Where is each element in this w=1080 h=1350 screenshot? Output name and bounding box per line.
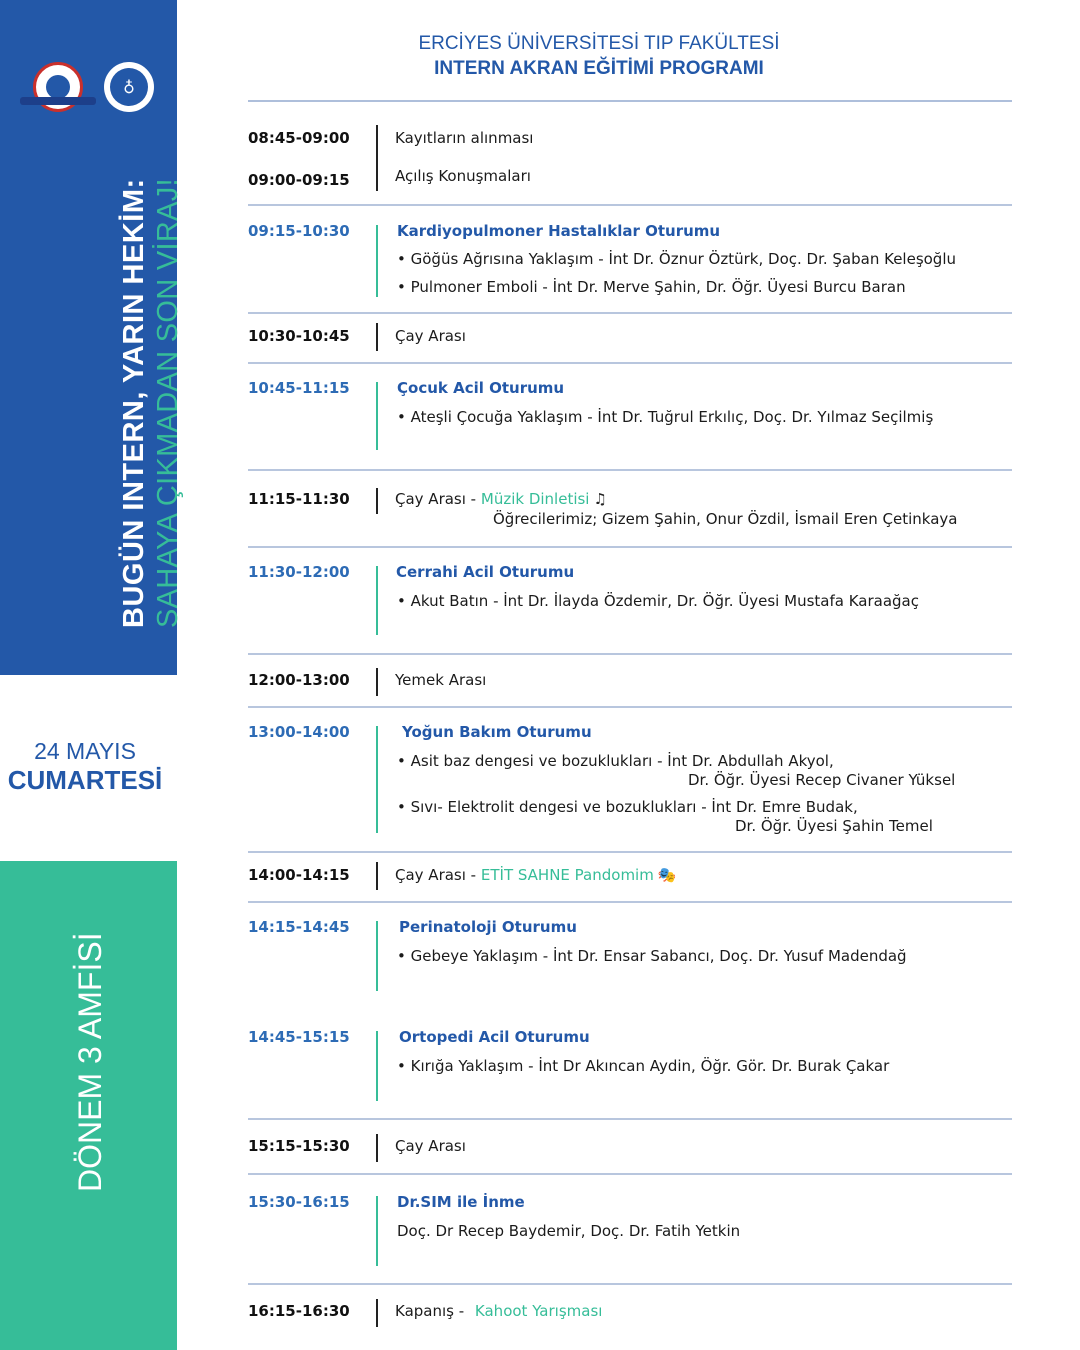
erciyes-university-logo (33, 62, 83, 112)
row-divider (248, 851, 1012, 853)
program-title: INTERN AKRAN EĞİTİMİ PROGRAMI (434, 58, 764, 79)
break-label: Çay Arası - (395, 490, 481, 508)
session-title: Cerrahi Acil Oturumu (396, 563, 575, 581)
session-title: Ortopedi Acil Oturumu (399, 1028, 590, 1046)
theater-masks-icon: 🎭 (657, 866, 677, 884)
row-separator-bar (376, 1299, 378, 1327)
session-item: • Gebeye Yaklaşım - İnt Dr. Ensar Sabancı, Doç. Dr. Yusuf Madendağ (397, 947, 907, 965)
alumni-emblem-icon: ♁ (110, 68, 148, 106)
session-item: • Akut Batın - İnt Dr. İlayda Özdemir, Dr. Öğr. Üyesi Mustafa Karaağaç (397, 592, 919, 610)
session-bar (376, 382, 378, 450)
session-title: Dr.SIM ile İnme (397, 1193, 525, 1211)
music-note-icon: ♫ (593, 490, 607, 508)
slogan-light: SAHAYA ÇIKMADAN SON VİRAJ! (152, 178, 184, 628)
faculty-title: ERCİYES ÜNİVERSİTESİ TIP FAKÜLTESİ (418, 33, 780, 54)
row-divider (248, 312, 1012, 314)
time-slot: 14:15-14:45 (248, 918, 350, 936)
session-bar (376, 566, 378, 635)
session-item: • Ateşli Çocuğa Yaklaşım - İnt Dr. Tuğrul Erkılıç, Doç. Dr. Yılmaz Seçilmiş (397, 408, 934, 426)
slogan-bold: BUGÜN INTERN, YARIN HEKİM: (118, 178, 150, 628)
session-item: • Sıvı- Elektrolit dengesi ve bozuklukları - İnt Dr. Emre Budak, (397, 798, 858, 816)
row-divider (248, 204, 1012, 206)
time-slot: 10:45-11:15 (248, 379, 350, 397)
row-separator-bar (376, 1134, 378, 1162)
pantomime-highlight: ETİT SAHNE Pandomim (480, 866, 654, 884)
time-slot: 10:30-10:45 (248, 327, 350, 345)
logo-ribbon-icon (20, 97, 96, 105)
session-item: • Kırığa Yaklaşım - İnt Dr Akıncan Aydin, Öğr. Gör. Dr. Burak Çakar (397, 1057, 890, 1075)
row-divider (248, 1118, 1012, 1120)
session-title: Perinatoloji Oturumu (399, 918, 577, 936)
opening-text: Açılış Konuşmaları (395, 167, 531, 185)
session-bar (376, 921, 378, 991)
time-slot: 09:15-10:30 (248, 222, 350, 240)
session-item-cont: Dr. Öğr. Üyesi Recep Civaner Yüksel (688, 771, 956, 789)
logo-emblem-icon (46, 75, 70, 99)
row-separator-bar (376, 125, 378, 191)
time-slot: 16:15-16:30 (248, 1302, 350, 1320)
break-text: Çay Arası (395, 1137, 466, 1155)
kahoot-highlight: Kahoot Yarışması (474, 1302, 603, 1320)
session-bar (376, 225, 378, 297)
row-divider (248, 1283, 1012, 1285)
row-separator-bar (376, 862, 378, 890)
session-item: • Pulmoner Emboli - İnt Dr. Merve Şahin, Dr. Öğr. Üyesi Burcu Baran (397, 278, 906, 296)
session-bar (376, 726, 378, 833)
time-slot: 11:15-11:30 (248, 490, 350, 508)
header-divider (248, 100, 1012, 102)
registration-text: Kayıtların alınması (395, 129, 534, 147)
closing-label: Kapanış - (395, 1302, 469, 1320)
session-title: Kardiyopulmoner Hastalıklar Oturumu (397, 222, 721, 240)
session-item: Doç. Dr Recep Baydemir, Doç. Dr. Fatih Yetkin (397, 1222, 741, 1240)
slogan (117, 178, 185, 628)
break-text (395, 866, 677, 884)
time-slot: 13:00-14:00 (248, 723, 350, 741)
time-slot: 14:00-14:15 (248, 866, 350, 884)
session-bar (376, 1031, 378, 1101)
lunch-text: Yemek Arası (395, 671, 487, 689)
row-divider (248, 1173, 1012, 1175)
session-item-cont: Dr. Öğr. Üyesi Şahin Temel (735, 817, 933, 835)
break-text (395, 490, 607, 508)
venue: DÖNEM 3 AMFİSİ (72, 932, 108, 1192)
row-divider (248, 901, 1012, 903)
row-separator-bar (376, 668, 378, 696)
date-day: 24 MAYIS (34, 738, 136, 764)
time-slot: 08:45-09:00 (248, 129, 350, 147)
time-slot: 15:30-16:15 (248, 1193, 350, 1211)
time-slot: 14:45-15:15 (248, 1028, 350, 1046)
row-separator-bar (376, 323, 378, 351)
row-divider (248, 706, 1012, 708)
break-label: Çay Arası - (395, 866, 481, 884)
time-slot: 12:00-13:00 (248, 671, 350, 689)
row-divider (248, 546, 1012, 548)
session-item: • Göğüs Ağrısına Yaklaşım - İnt Dr. Öznur Öztürk, Doç. Dr. Şaban Keleşoğlu (397, 250, 957, 268)
session-item: • Asit baz dengesi ve bozuklukları - İnt Dr. Abdullah Akyol, (397, 752, 834, 770)
row-divider (248, 653, 1012, 655)
row-divider (248, 362, 1012, 364)
alumni-association-logo (104, 62, 154, 112)
time-slot: 09:00-09:15 (248, 171, 350, 189)
closing-text (395, 1302, 602, 1320)
session-title: Çocuk Acil Oturumu (397, 379, 565, 397)
performers-text: Öğrecilerimiz; Gizem Şahin, Onur Özdil, İsmail Eren Çetinkaya (493, 510, 958, 528)
date-weekday: CUMARTESİ (7, 765, 163, 795)
session-bar (376, 1196, 378, 1266)
session-title: Yoğun Bakım Oturumu (402, 723, 592, 741)
time-slot: 15:15-15:30 (248, 1137, 350, 1155)
time-slot: 11:30-12:00 (248, 563, 350, 581)
event-date (0, 738, 170, 796)
break-text: Çay Arası (395, 327, 466, 345)
row-separator-bar (376, 488, 378, 514)
row-divider (248, 469, 1012, 471)
music-highlight: Müzik Dinletisi (480, 490, 590, 508)
